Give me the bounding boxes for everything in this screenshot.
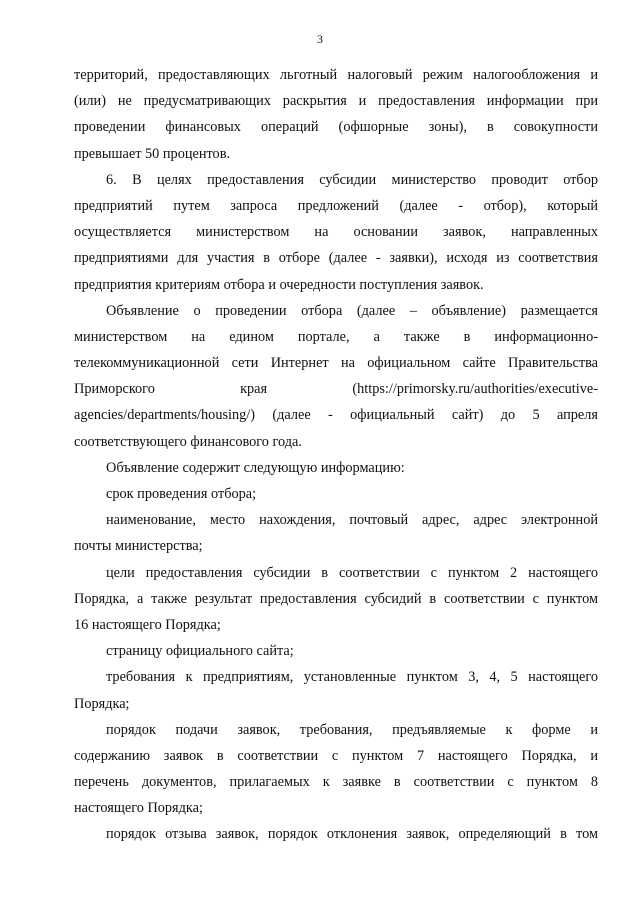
text-line: Порядка; xyxy=(74,695,130,712)
text-line: порядок подачи заявок, требования, предъявляемые к форме и xyxy=(106,721,598,738)
text-line: телекоммуникационной сети Интернет на официальном сайте Правительства xyxy=(74,355,598,372)
text-line: осуществляется министерством на основании заявок, направленных xyxy=(74,224,598,241)
text-line: Порядка, а также результат предоставления субсидий в соответствии с пунктом xyxy=(74,590,598,607)
text-line: 16 настоящего Порядка; xyxy=(74,616,221,633)
text-line: Объявление содержит следующую информацию: xyxy=(106,459,405,476)
text-line: требования к предприятиям, установленные пунктом 3, 4, 5 настоящего xyxy=(106,669,598,686)
text-line: наименование, место нахождения, почтовый адрес, адрес электронной xyxy=(106,512,598,529)
page-number: 3 xyxy=(317,32,323,46)
text-line: предприятиями для участия в отборе (далее - заявки), исходя из соответствия xyxy=(74,250,598,267)
text-line: (или) не предусматривающих раскрытия и предоставления информации при xyxy=(74,93,598,110)
text-line: министерством на едином портале, а также в информационно- xyxy=(74,328,598,345)
text-line: территорий, предоставляющих льготный налоговый режим налогообложения и xyxy=(74,67,598,83)
text-line: проведении финансовых операций (офшорные зоны), в совокупности xyxy=(74,119,598,136)
text-line: соответствующего финансового года. xyxy=(74,433,302,450)
text-line: страницу официального сайта; xyxy=(106,643,294,660)
text-line: срок проведения отбора; xyxy=(106,486,257,502)
text-line: цели предоставления субсидии в соответствии с пунктом 2 настоящего xyxy=(106,564,598,581)
text-line: настоящего Порядка; xyxy=(74,800,203,817)
text-line: почты министерства; xyxy=(74,538,203,555)
text-line: Объявление о проведении отбора (далее – объявление) размещается xyxy=(106,302,598,319)
text-line: превышает 50 процентов. xyxy=(74,145,231,162)
text-line: предприятия критериям отбора и очередности поступления заявок. xyxy=(74,276,484,293)
text-line: Приморского края (https://primorsky.ru/authorities/executive- xyxy=(74,381,598,398)
text-line: содержанию заявок в соответствии с пунктом 7 настоящего Порядка, и xyxy=(74,747,598,764)
text-line: порядок отзыва заявок, порядок отклонения заявок, определяющий в том xyxy=(106,826,598,843)
text-line: перечень документов, прилагаемых к заявке в соответствии с пунктом 8 xyxy=(74,774,598,791)
text-line: предприятий путем запроса предложений (далее - отбор), который xyxy=(74,197,598,214)
text-line: agencies/departments/housing/) (далее - официальный сайт) до 5 апреля xyxy=(74,407,598,424)
document-body xyxy=(74,62,598,848)
text-line: 6. В целях предоставления субсидии министерство проводит отбор xyxy=(106,171,598,188)
